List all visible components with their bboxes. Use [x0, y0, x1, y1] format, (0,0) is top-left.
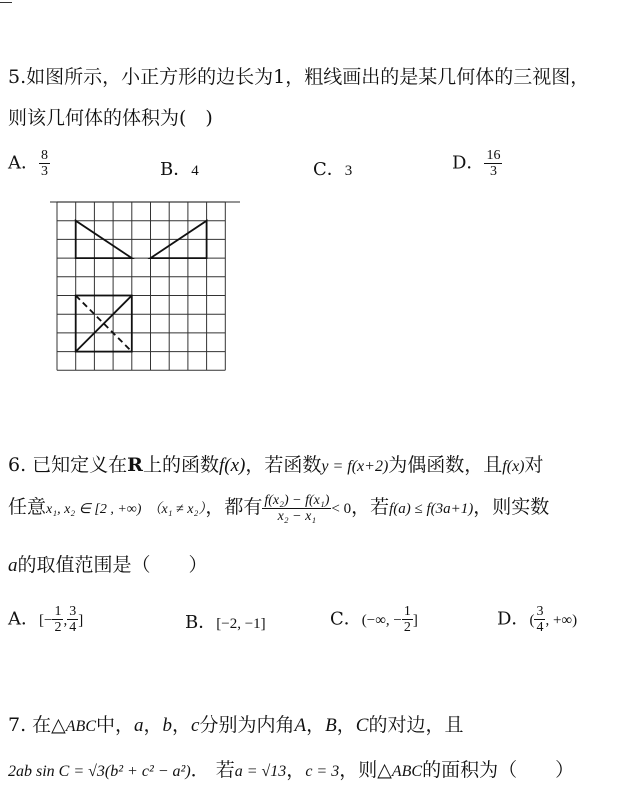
text: ，则△ — [339, 759, 392, 781]
fraction — [534, 604, 545, 635]
denominator: 4 — [536, 620, 544, 635]
text: ，则实数 — [473, 496, 550, 518]
text: ，若函数 — [245, 454, 322, 476]
fraction — [67, 604, 78, 635]
text: ，都有 — [205, 496, 263, 518]
text: ，若 — [351, 496, 390, 518]
math: ABC — [391, 763, 423, 780]
denominator: 3 — [489, 164, 497, 179]
text: 的对边，且 — [368, 714, 464, 736]
q6-line2 — [8, 492, 549, 524]
q5-option-c[interactable] — [313, 155, 352, 181]
three-view-diagram — [45, 195, 245, 380]
math: x₁, x₂ ∈ [2 , +∞) — [46, 502, 142, 517]
q6-option-b[interactable] — [185, 608, 266, 634]
math: (−∞, − — [361, 612, 402, 629]
math: ] — [78, 612, 84, 629]
text: ， — [172, 714, 192, 736]
option-value: 3 — [344, 163, 353, 179]
q5-option-a[interactable] — [8, 148, 50, 179]
denominator: 4 — [69, 620, 77, 635]
math: ] — [412, 612, 418, 629]
option-label: B． — [185, 612, 217, 633]
q6-option-c[interactable] — [330, 604, 418, 635]
denominator: 2 — [54, 620, 62, 635]
denominator: 3 — [41, 164, 48, 179]
text: 的取值范围是（ ） — [17, 554, 208, 576]
math: y = f(x+2) — [321, 458, 389, 475]
option-label: D． — [452, 152, 485, 174]
text: 为偶函数，且 — [388, 454, 503, 476]
text: 中， — [96, 714, 135, 736]
math: a = √13 — [234, 763, 287, 780]
numerator: 1 — [403, 604, 411, 619]
corner-mark — [0, 2, 12, 3]
text: ， — [306, 714, 326, 736]
q5-option-d[interactable] — [452, 148, 502, 179]
denominator: x₂ − x₁ — [277, 508, 317, 524]
text: ， — [286, 759, 306, 781]
q6-option-d[interactable] — [497, 604, 577, 635]
math: B — [325, 715, 337, 736]
q6-option-a[interactable] — [8, 604, 83, 635]
math: c = 3 — [305, 763, 340, 780]
math: C — [355, 715, 369, 736]
numerator: 16 — [486, 148, 501, 163]
math: a — [134, 715, 144, 736]
numerator: 3 — [536, 604, 544, 619]
math: b — [162, 715, 173, 736]
numerator: 1 — [54, 604, 62, 619]
option-label: B． — [160, 159, 192, 180]
math: [−2, −1] — [216, 616, 266, 632]
text: 对 — [524, 454, 544, 476]
text: 上的函数 — [142, 454, 219, 476]
text: 7. 在△ — [8, 714, 66, 736]
fraction — [484, 148, 502, 179]
real-set: R — [127, 454, 143, 476]
numerator: 3 — [69, 604, 77, 619]
text: ， — [336, 714, 356, 736]
math: [− — [39, 612, 53, 629]
option-label: A． — [8, 608, 39, 630]
math: c — [191, 715, 200, 736]
option-label: A． — [8, 152, 39, 174]
text: 分别为内角 — [199, 714, 295, 736]
math: 2ab sin C = √3(b² + c² − a²) — [8, 763, 191, 780]
views — [76, 221, 207, 352]
option-label: D． — [497, 608, 530, 630]
option-label: C． — [330, 608, 362, 630]
math: , — [63, 612, 68, 629]
q5-option-b[interactable] — [160, 155, 199, 181]
numerator: 8 — [41, 148, 48, 163]
q6-line1 — [8, 450, 544, 477]
option-value: 4 — [191, 163, 199, 179]
math: ABC — [65, 718, 96, 735]
math: A — [294, 715, 307, 736]
option-label: C． — [313, 159, 345, 180]
math: f(a) ≤ f(3a+1) — [389, 501, 474, 517]
q5-line2: 则该几何体的体积为( ) — [8, 107, 213, 129]
text: 的面积为（ ） — [422, 759, 575, 781]
fraction — [262, 493, 331, 524]
math: < 0 — [331, 501, 352, 517]
math: f(x) — [502, 458, 525, 475]
math: a — [8, 555, 18, 576]
q7-line1 — [8, 710, 463, 737]
math: , +∞) — [545, 612, 578, 629]
text: 6. 已知定义在 — [8, 454, 128, 476]
denominator: 2 — [403, 620, 411, 635]
fraction — [39, 148, 50, 179]
fraction — [402, 604, 413, 635]
text: ， — [143, 714, 163, 736]
q6-line3 — [8, 550, 208, 577]
math: f(x) — [218, 455, 246, 476]
math: ( — [529, 612, 535, 629]
q5-line1: 5.如图所示，小正方形的边长为1，粗线画出的是某几何体的三视图， — [8, 66, 590, 88]
numerator: f(x₂) − f(x₁) — [264, 492, 330, 508]
text: ． 若 — [190, 759, 235, 781]
text: 任意 — [8, 496, 47, 518]
fraction — [52, 604, 63, 635]
q7-line2 — [8, 755, 574, 782]
math: （x₁ ≠ x₂） — [147, 502, 206, 517]
